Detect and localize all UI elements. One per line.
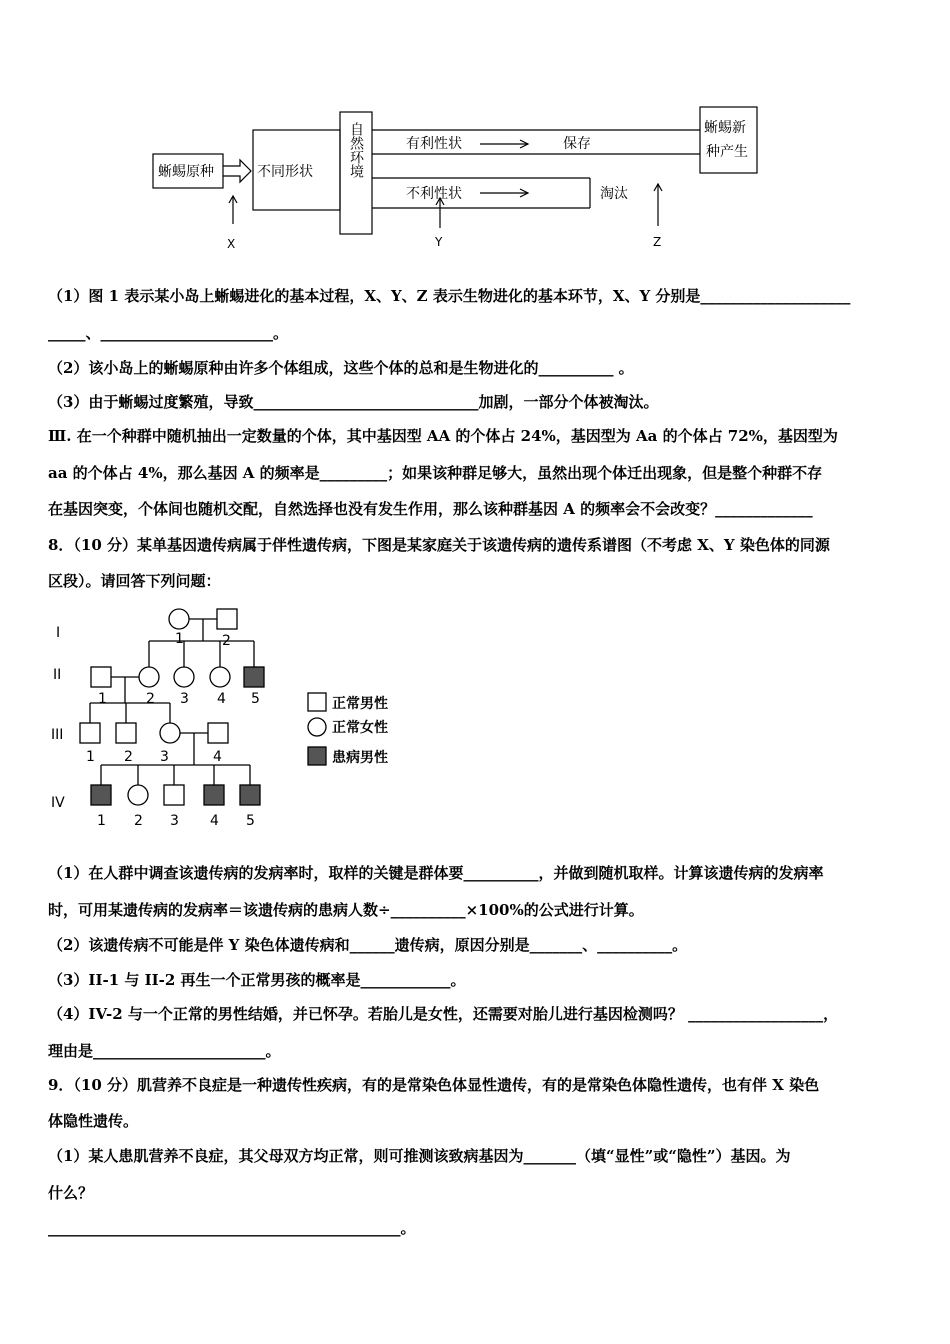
keep-label: 保存 (563, 136, 591, 152)
gen-label-II: II (53, 667, 62, 683)
q-line-4: （3）由于蜥蜴过度繁殖，导致______________________________加剧，一部分个体被淘汰。 (48, 393, 659, 411)
num-II-5: 5 (251, 691, 260, 707)
q-line-2: _____、_______________________。 (48, 324, 289, 342)
num-IV-1: 1 (97, 813, 106, 829)
num-I-2: 2 (222, 633, 231, 649)
legend-female-symbol (308, 718, 326, 736)
female-II-3 (174, 667, 194, 687)
evolution-diagram (150, 100, 770, 260)
num-II-1: 1 (98, 691, 107, 707)
gen-label-III: III (51, 727, 64, 743)
num-III-1: 1 (86, 749, 95, 765)
num-II-2: 2 (146, 691, 155, 707)
num-II-4: 4 (217, 691, 226, 707)
legend-male-symbol (308, 693, 326, 711)
male-II-1 (91, 667, 111, 687)
q-line-14: （4）IV-2 与一个正常的男性结婚，并已怀孕。若胎儿是女性，还需要对胎儿进行基因检测吗？ __________________， (48, 1005, 839, 1023)
q-line-13: （3）II-1 与 II-2 再生一个正常男孩的概率是____________。 (48, 971, 466, 989)
female-IV-2 (128, 785, 148, 805)
legend-male-label: 正常男性 (332, 696, 388, 712)
female-II-2 (139, 667, 159, 687)
affected-male-IV-5 (240, 785, 260, 805)
species-label: 蜥蜴原种 (158, 164, 214, 180)
new-species-label-2: 种产生 (706, 144, 748, 160)
q-line-20: _______________________________________________。 (48, 1219, 416, 1237)
legend-affected-label: 患病男性 (332, 750, 388, 766)
new-species-box (700, 107, 757, 173)
q-line-11: 时，可用某遗传病的发病率＝该遗传病的患病人数÷__________×100%的公式进行计算。 (48, 901, 644, 919)
q-line-1: （1）图 1 表示某小岛上蜥蜴进化的基本过程，X、Y、Z 表示生物进化的基本环节，X、Y 分别是____________________ (48, 287, 851, 305)
q-line-5: Ⅲ. 在一个种群中随机抽出一定数量的个体，其中基因型 AA 的个体占 24%，基因型为 Aa 的个体占 72%，基因型为 (48, 427, 838, 445)
num-III-3: 3 (160, 749, 169, 765)
label-y: Y (435, 235, 443, 249)
male-III-1 (80, 723, 100, 743)
new-species-label-1: 蜥蜴新 (704, 120, 746, 136)
num-III-4: 4 (213, 749, 222, 765)
q-line-12: （2）该遗传病不可能是伴 Y 染色体遗传病和______遗传病，原因分别是_______、__________。 (48, 936, 688, 954)
q-line-15: 理由是_______________________。 (48, 1042, 281, 1060)
male-I-2 (217, 609, 237, 629)
male-III-2 (116, 723, 136, 743)
eliminate-label: 淘汰 (600, 186, 628, 202)
q-line-18: （1）某人患肌营养不良症，其父母双方均正常，则可推测该致病基因为_______（填“显性”或“隐性”）基因。为 (48, 1147, 791, 1165)
label-z: Z (653, 235, 662, 249)
favorable-label: 有利性状 (406, 136, 462, 152)
q-line-6: aa 的个体占 4%，那么基因 A 的频率是_________；如果该种群足够大，虽然出现个体迁出现象，但是整个种群不存 (48, 464, 823, 482)
q-line-10: （1）在人群中调查该遗传病的发病率时，取样的关键是群体要__________，并做到随机取样。计算该遗传病的发病率 (48, 864, 824, 882)
label-x: X (227, 237, 236, 251)
female-III-3 (160, 723, 180, 743)
num-IV-4: 4 (210, 813, 219, 829)
affected-male-IV-1 (91, 785, 111, 805)
female-I-1 (169, 609, 189, 629)
q-line-17: 体隐性遗传。 (48, 1112, 139, 1130)
male-III-4 (208, 723, 228, 743)
female-II-4 (210, 667, 230, 687)
unfavorable-label: 不利性状 (406, 186, 462, 202)
num-IV-3: 3 (170, 813, 179, 829)
q-line-8: 8．（10 分）某单基因遗传病属于伴性遗传病，下图是某家庭关于该遗传病的遗传系谱图（不考虑 X、Y 染色体的同源 (48, 536, 830, 554)
num-IV-2: 2 (134, 813, 143, 829)
hollow-arrow-icon (223, 160, 251, 182)
q-line-7: 在基因突变，个体间也随机交配，自然选择也没有发生作用，那么该种群基因 A 的频率会不会改变？_____________ (48, 500, 813, 518)
legend-female-label: 正常女性 (332, 720, 388, 736)
num-III-2: 2 (124, 749, 133, 765)
q-line-3: （2）该小岛上的蜥蜴原种由许多个体组成，这些个体的总和是生物进化的__________ 。 (48, 359, 634, 377)
gen-label-I: I (56, 625, 61, 641)
q-line-19: 什么？ (48, 1184, 94, 1202)
environment-label: 自然环境 (348, 122, 364, 178)
affected-male-II-5 (244, 667, 264, 687)
affected-male-IV-4 (204, 785, 224, 805)
male-IV-3 (164, 785, 184, 805)
num-II-3: 3 (180, 691, 189, 707)
num-I-1: 1 (175, 631, 184, 647)
q-line-16: 9．（10 分）肌营养不良症是一种遗传性疾病，有的是常染色体显性遗传，有的是常染色体隐性遗传，也有伴 X 染色 (48, 1076, 820, 1094)
num-IV-5: 5 (246, 813, 255, 829)
legend-affected-symbol (308, 747, 326, 765)
traits-label: 不同形状 (257, 164, 313, 180)
q-line-9: 区段）。请回答下列问题： (48, 572, 221, 590)
pedigree-chart (46, 605, 416, 835)
gen-label-IV: IV (51, 795, 65, 811)
